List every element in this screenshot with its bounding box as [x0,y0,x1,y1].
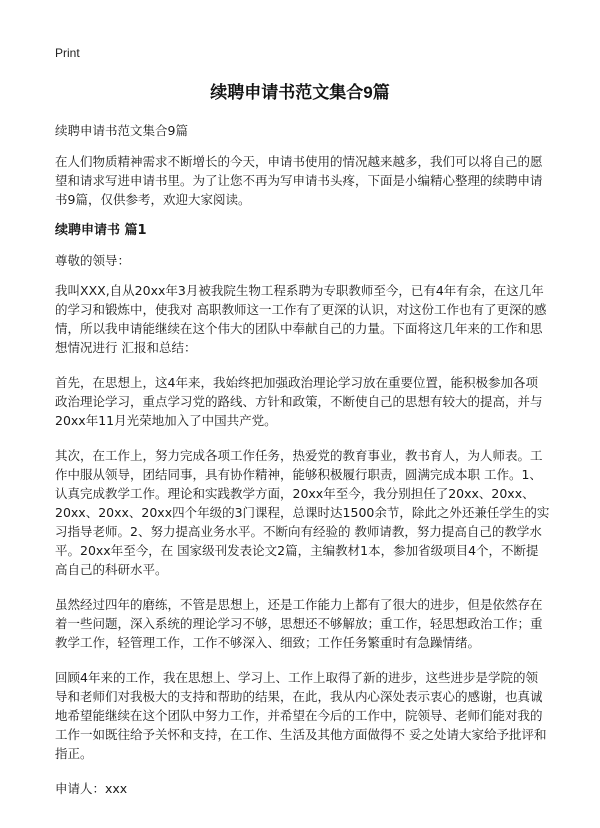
body-paragraph: 虽然经过四年的磨练，不管是思想上，还是工作能力上都有了很大的进步，但是依然存在着一些问题，深入系统的理论学习不够，思想还不够解放；重工作，轻思想政治工作；重教学工作，轻管理工作，工作不够深入、细致；工作任务繁重时有急躁情绪。 [55,597,543,650]
letter-greeting: 尊敬的领导： [55,253,131,268]
page-title: 续聘申请书范文集合9篇 [210,83,390,102]
body-paragraph: 首先，在思想上，这4年来，我始终把加强政治理论学习放在重要位置，能积极参加各项政治理论学习，重点学习党的路线、方针和政策，不断使自己的思想有较大的提高，并与20xx年11月光荣地加入了中国共产党。 [55,375,543,428]
body-paragraph: 其次，在工作上，努力完成各项工作任务，热爱党的教育事业，教书育人，为人师表。工作中服从领导，团结同事，具有协作精神，能够积极履行职责，圆满完成本职 工作。1、认真完成教学工作。理论和实践教学方面，20xx年至今，我分别担任了20xx、20xx、20xx、20xx、20xx四个年级的3门课程，总课时达1500余节，除此之外还兼任学生的实习指导老师。2、努力提高业务水平。不断向有经验的 教师请教，努力提高自己的教学水平。20xx年至今，在 国家级刊发表论文2篇，主编教材1本，参加省级项目4个，不断提高自己的科研水平。 [55,448,550,577]
body-paragraph: 我叫XXX,自从20xx年3月被我院生物工程系聘为专职教师至今，已有4年有余，在这几年的学习和锻炼中，使我对 高职教师这一工作有了更深的认识，对这份工作也有了更深的感情，所以我申请能继续在这个伟大的团队中奉献自己的力量。下面将这几年来的工作和思想情况进行 汇报和总结： [55,283,547,355]
document-body [55,121,550,798]
section-heading: 续聘申请书 篇1 [55,223,147,238]
print-link[interactable]: Print [55,46,80,60]
body-paragraph: 回顾4年来的工作，我在思想上、学习上、工作上取得了新的进步，这些进步是学院的领导和老师们对我极大的支持和帮助的结果，在此，我从内心深处表示衷心的感谢，也真诚地希望能继续在这个团队中努力工作，并希望在今后的工作中，院领导、老师们能对我的工作一如既往给予关怀和支持，在工作、生活及其他方面做得不 妥之处请大家给予批评和指正。 [55,670,547,761]
signature-line: 申请人：xxx [55,781,128,796]
intro-paragraph: 在人们物质精神需求不断增长的今天，申请书使用的情况越来越多，我们可以将自己的愿望和请求写进申请书里。为了让您不再为写申请书头疼，下面是小编精心整理的续聘申请书9篇，仅供参考，欢迎大家阅读。 [55,154,543,207]
document-subtitle: 续聘申请书范文集合9篇 [55,123,188,138]
